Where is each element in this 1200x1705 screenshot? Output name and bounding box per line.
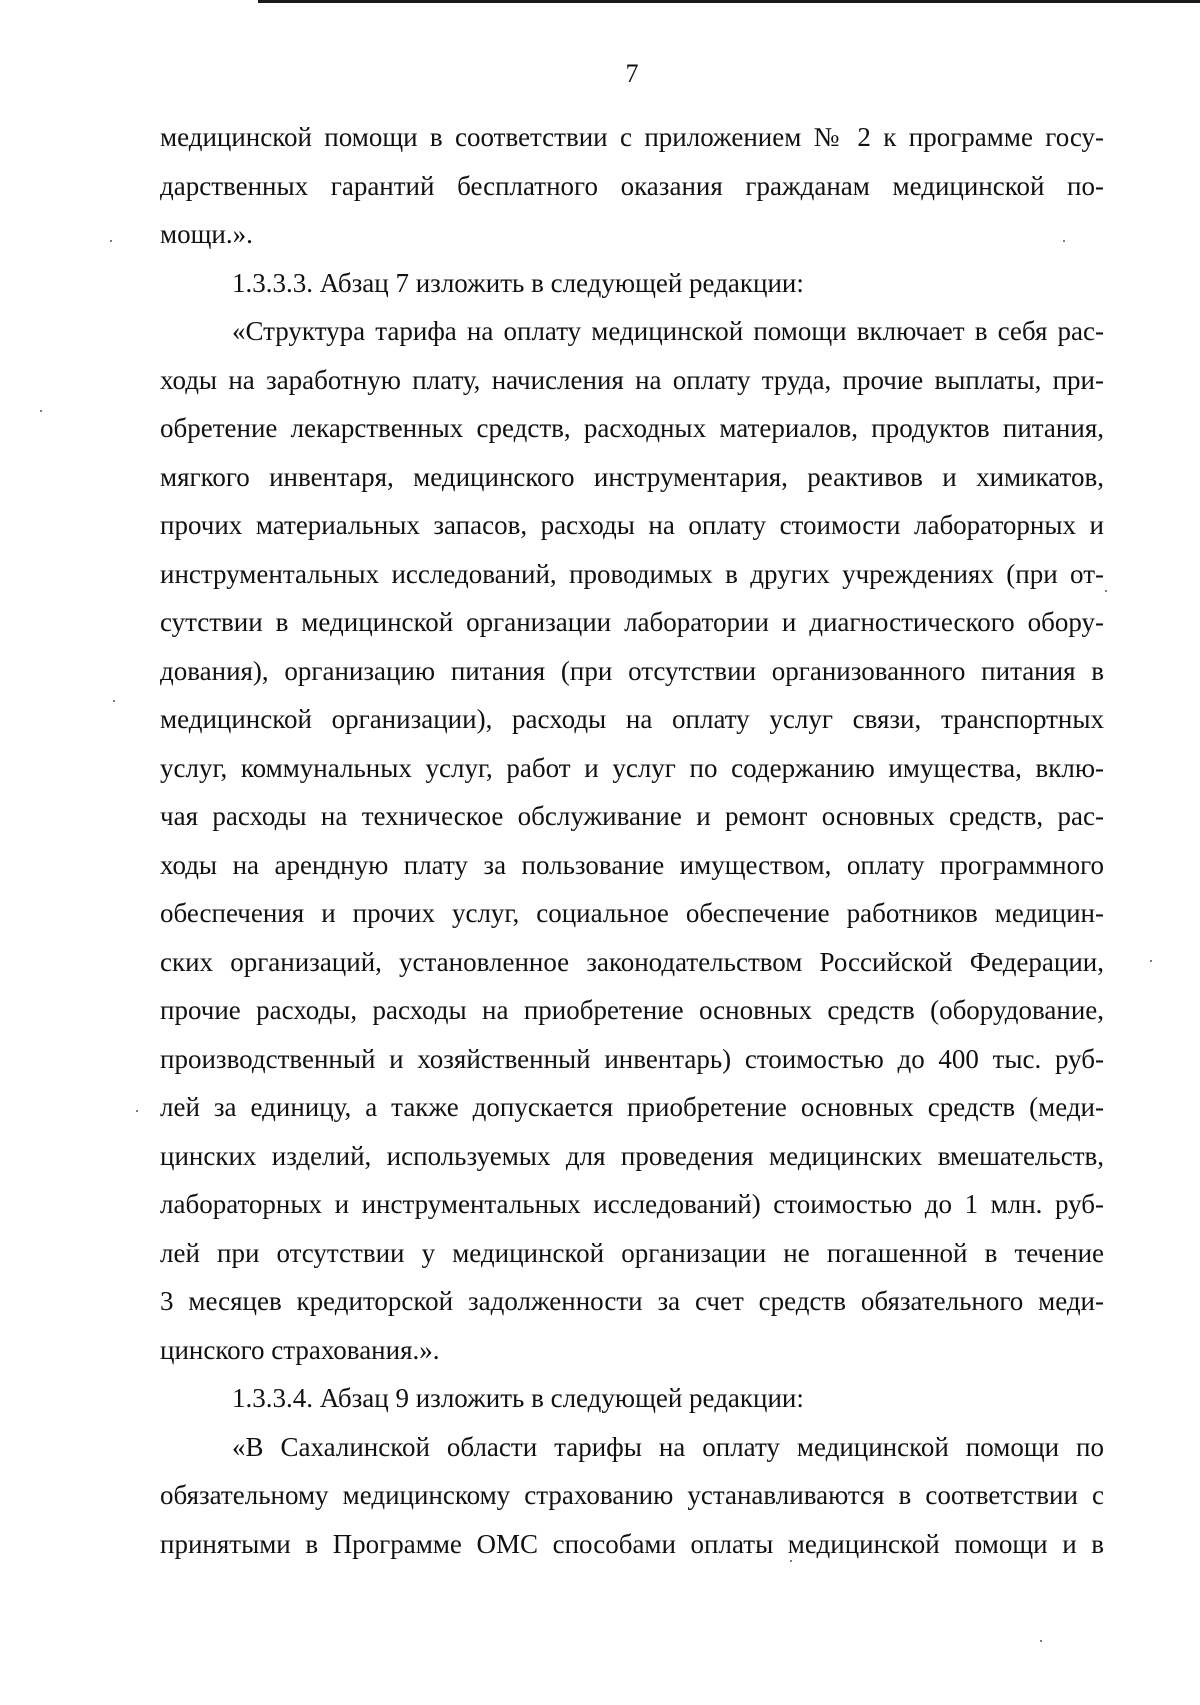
text-line: лабораторных и инструментальных исследований) стоимостью до 1 млн. руб-: [160, 1189, 1104, 1219]
text-line: лей при отсутствии у медицинской организации не погашенной в течение: [160, 1237, 1104, 1268]
scan-speck: [790, 1560, 792, 1562]
text-line: цинского страхования.».: [160, 1334, 440, 1365]
text-line: обязательному медицинскому страхованию устанавливаются в соответствии с: [160, 1480, 1104, 1510]
text-line: медицинской организации), расходы на оплату услуг связи, транспортных: [160, 704, 1104, 734]
text-line: дарственных гарантий бесплатного оказания гражданам медицинской по-: [160, 170, 1104, 201]
section-heading-1-3-3-4: 1.3.3.4. Абзац 9 изложить в следующей редакции:: [232, 1383, 804, 1413]
text-line: ходы на заработную плату, начисления на оплату труда, прочие выплаты, при-: [160, 364, 1104, 395]
text-line: прочие расходы, расходы на приобретение основных средств (оборудование,: [160, 995, 1104, 1025]
text-line: медицинской помощи в соответствии с приложением № 2 к программе госу-: [160, 122, 1104, 152]
text-line: ходы на арендную плату за пользование имуществом, оплату программного: [160, 849, 1104, 880]
text-line: ских организаций, установленное законодательством Российской Федерации,: [160, 946, 1104, 977]
scan-speck: [1063, 240, 1065, 242]
text-line: цинских изделий, используемых для проведения медицинских вмешательств,: [160, 1140, 1104, 1171]
scan-speck: [136, 1110, 138, 1112]
text-line: мощи.».: [160, 219, 253, 249]
text-line: инструментальных исследований, проводимых в других учреждениях (при от-: [160, 558, 1104, 589]
text-line: услуг, коммунальных услуг, работ и услуг по содержанию имущества, вклю-: [160, 752, 1104, 783]
scan-speck: [113, 700, 115, 702]
text-line: мягкого инвентаря, медицинского инструментария, реактивов и химикатов,: [160, 461, 1104, 492]
text-line: чая расходы на техническое обслуживание и ремонт основных средств, рас-: [160, 801, 1104, 831]
text-line: сутствии в медицинской организации лаборатории и диагностического обору-: [160, 607, 1104, 637]
scan-speck: [1040, 1640, 1042, 1642]
text-line: прочих материальных запасов, расходы на оплату стоимости лабораторных и: [160, 510, 1104, 540]
text-line: дования), организацию питания (при отсутствии организованного питания в: [160, 655, 1104, 686]
scan-speck: [1150, 960, 1152, 962]
text-line: лей за единицу, а также допускается приобретение основных средств (меди-: [160, 1092, 1104, 1122]
scan-speck: [110, 240, 112, 242]
scan-speck: [40, 410, 42, 412]
page-number: 7: [625, 59, 639, 88]
scan-speck: [1105, 590, 1107, 592]
text-line: принятыми в Программе ОМС способами оплаты медицинской помощи и в: [160, 1528, 1104, 1559]
text-line: обретение лекарственных средств, расходных материалов, продуктов питания,: [160, 413, 1104, 443]
text-line: «Структура тарифа на оплату медицинской помощи включает в себя рас-: [232, 316, 1104, 346]
text-line: обеспечения и прочих услуг, социальное обеспечение работников медицин-: [160, 898, 1104, 928]
section-heading-1-3-3-3: 1.3.3.3. Абзац 7 изложить в следующей редакции:: [232, 267, 804, 298]
text-line: 3 месяцев кредиторской задолженности за счет средств обязательного меди-: [160, 1286, 1104, 1316]
text-line: производственный и хозяйственный инвентарь) стоимостью до 400 тыс. руб-: [160, 1043, 1104, 1074]
text-line: «В Сахалинской области тарифы на оплату медицинской помощи по: [232, 1431, 1104, 1462]
scan-top-edge: [258, 0, 1200, 3]
document-body: [160, 113, 1104, 1568]
